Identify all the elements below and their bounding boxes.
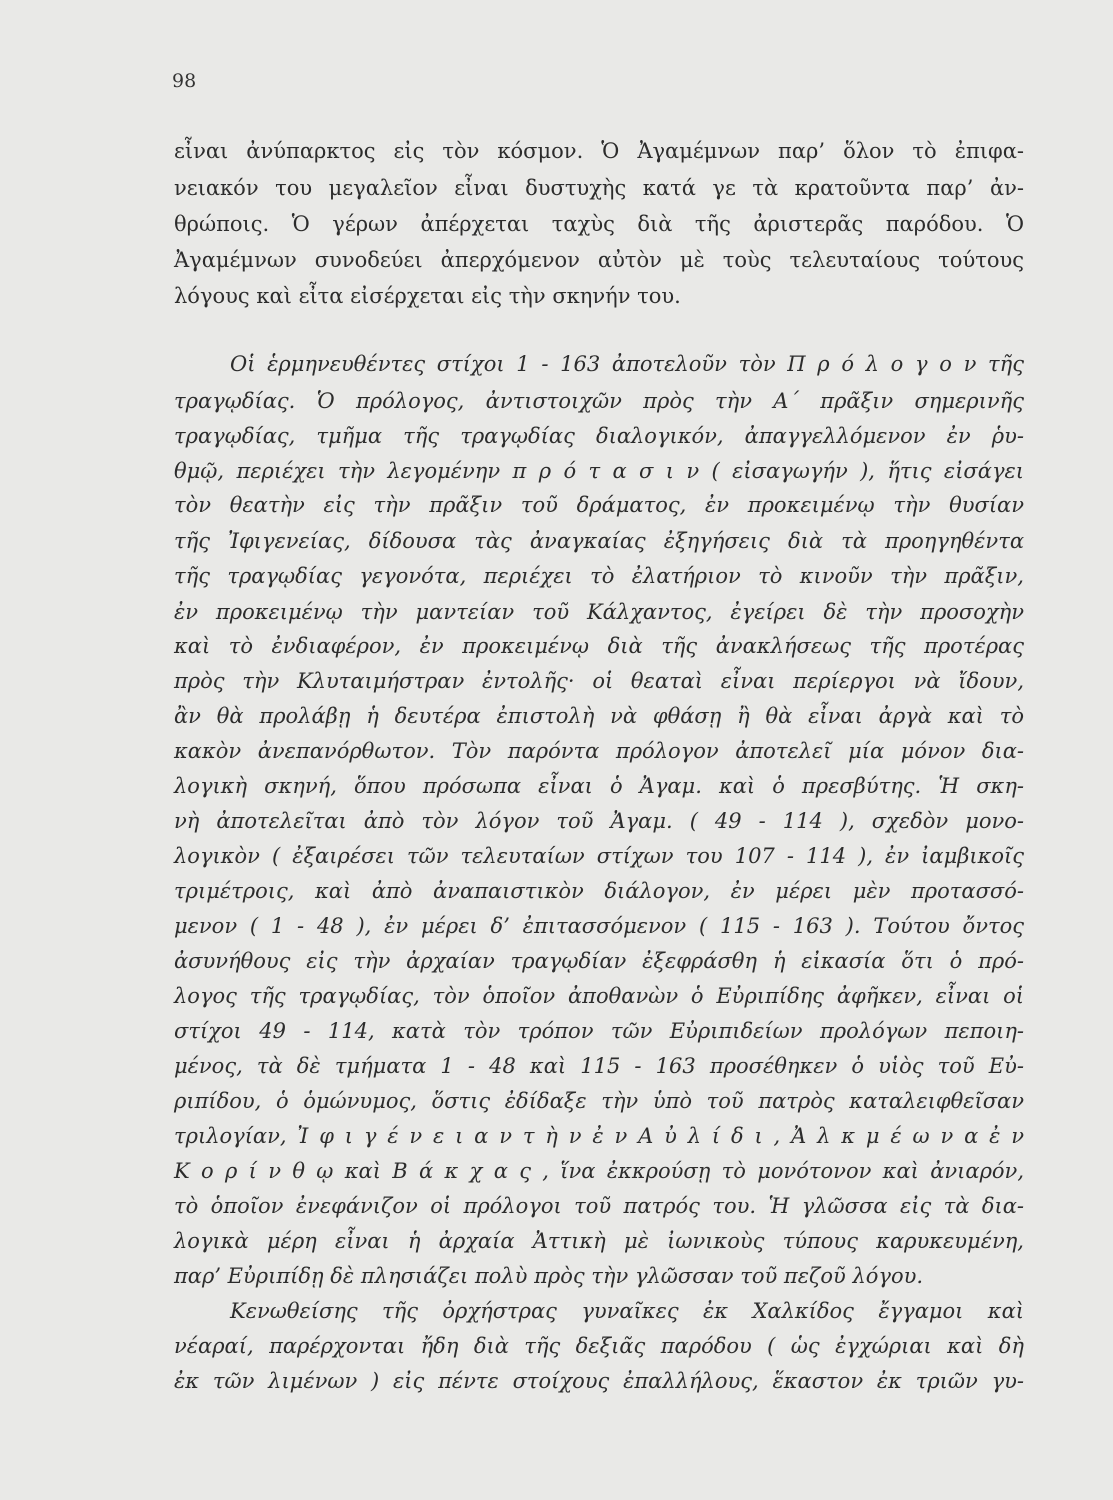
text-line: Ἀγαμέμνων συνοδεύει ἀπερχόμενον αὐτὸν μὲ τοὺς τελευταίους τούτους bbox=[174, 248, 1024, 272]
text-line: λογος τῆς τραγῳδίας, τὸν ὁποῖον ἀποθανὼν ὁ Εὐριπίδης ἀφῆκεν, εἶναι οἱ bbox=[174, 984, 1024, 1008]
text-line: νὴ ἀποτελεῖται ἀπὸ τὸν λόγον τοῦ Ἀγαμ. ( 49 - 114 ), σχεδὸν μονο- bbox=[174, 809, 1024, 833]
text-line: πρὸς τὴν Κλυταιμήστραν ἐντολῆς· οἱ θεαταὶ εἶναι περίεργοι νὰ ἴδουν, bbox=[174, 669, 1024, 693]
text-line: μένος, τὰ δὲ τμήματα 1 - 48 καὶ 115 - 163 προσέθηκεν ὁ υἱὸς τοῦ Εὐ- bbox=[174, 1054, 1024, 1078]
text-line: ἂν θὰ προλάβῃ ἡ δευτέρα ἐπιστολὴ νὰ φθάσῃ ἢ θὰ εἶναι ἀργὰ καὶ τὸ bbox=[174, 704, 1024, 728]
text-line: στίχοι 49 - 114, κατὰ τὸν τρόπον τῶν Εὐριπιδείων προλόγων πεποιη- bbox=[174, 1019, 1024, 1043]
text-line: ἐν προκειμένῳ τὴν μαντείαν τοῦ Κάλχαντος, ἐγείρει δὲ τὴν προσοχὴν bbox=[174, 600, 1024, 624]
text-line: λογικὸν ( ἐξαιρέσει τῶν τελευταίων στίχων του 107 - 114 ), ἐν ἰαμβικοῖς bbox=[174, 844, 1024, 868]
text-line: τὸ ὁποῖον ἐνεφάνιζον οἱ πρόλογοι τοῦ πατρός του. Ἡ γλῶσσα εἰς τὰ δια- bbox=[174, 1194, 1024, 1218]
text-line: τριλογίαν, Ἰ φ ι γ έ ν ε ι α ν τ ὴ ν ἐ ν Α ὐ λ ί δ ι , Ἀ λ κ μ έ ω ν α ἐ ν bbox=[174, 1124, 1024, 1148]
text-line: Κενωθείσης τῆς ὀρχήστρας γυναῖκες ἐκ Χαλκίδος ἔγγαμοι καὶ bbox=[230, 1299, 1024, 1323]
page-number: 98 bbox=[172, 70, 197, 92]
text-line: Κ ο ρ ί ν θ ῳ καὶ Β ά κ χ α ς , ἵνα ἐκκρούσῃ τὸ μονότονον καὶ ἀνιαρόν, bbox=[174, 1159, 1024, 1183]
text-line: λογικὰ μέρη εἶναι ἡ ἀρχαία Ἀττικὴ μὲ ἰωνικοὺς τύπους καρυκευμένη, bbox=[174, 1229, 1024, 1253]
text-line: καὶ τὸ ἐνδιαφέρον, ἐν προκειμένῳ διὰ τῆς ἀνακλήσεως τῆς προτέρας bbox=[174, 634, 1024, 658]
text-line: ἀσυνήθους εἰς τὴν ἀρχαίαν τραγῳδίαν ἐξεφράσθη ἡ εἰκασία ὅτι ὁ πρό- bbox=[174, 949, 1024, 973]
text-line: κακὸν ἀνεπανόρθωτον. Τὸν παρόντα πρόλογον ἀποτελεῖ μία μόνον δια- bbox=[174, 739, 1024, 763]
text-line: τραγῳδίας. Ὁ πρόλογος, ἀντιστοιχῶν πρὸς τὴν Α΄ πρᾶξιν σημερινῆς bbox=[174, 389, 1024, 413]
text-line: ριπίδου, ὁ ὁμώνυμος, ὅστις ἐδίδαξε τὴν ὑπὸ τοῦ πατρὸς καταλειφθεῖσαν bbox=[174, 1089, 1024, 1113]
text-line: θμῷ, περιέχει τὴν λεγομένην π ρ ό τ α σ ι ν ( εἰσαγωγήν ), ἥτις εἰσάγει bbox=[174, 459, 1024, 483]
text-line: τῆς τραγῳδίας γεγονότα, περιέχει τὸ ἐλατήριον τὸ κινοῦν τὴν πρᾶξιν, bbox=[174, 564, 1024, 588]
text-line: τραγῳδίας, τμῆμα τῆς τραγῳδίας διαλογικόν, ἀπαγγελλόμενον ἐν ῥυ- bbox=[174, 424, 1024, 448]
text-line: παρ’ Εὐριπίδῃ δὲ πλησιάζει πολὺ πρὸς τὴν γλῶσσαν τοῦ πεζοῦ λόγου. bbox=[174, 1264, 924, 1288]
text-line: ἐκ τῶν λιμένων ) εἰς πέντε στοίχους ἐπαλλήλους, ἕκαστον ἐκ τριῶν γυ- bbox=[174, 1369, 1024, 1393]
text-line: τῆς Ἰφιγενείας, δίδουσα τὰς ἀναγκαίας ἐξηγήσεις διὰ τὰ προηγηθέντα bbox=[174, 529, 1024, 553]
text-line: νειακόν του μεγαλεῖον εἶναι δυστυχὴς κατά γε τὰ κρατοῦντα παρ’ ἀν- bbox=[174, 176, 1024, 200]
text-line: μενον ( 1 - 48 ), ἐν μέρει δ’ ἐπιτασσόμενον ( 115 - 163 ). Τούτου ὄντος bbox=[174, 914, 1024, 938]
text-line: εἶναι ἀνύπαρκτος εἰς τὸν κόσμον. Ὁ Ἀγαμέμνων παρ’ ὅλον τὸ ἐπιφα- bbox=[174, 139, 1024, 163]
text-line: λογικὴ σκηνή, ὅπου πρόσωπα εἶναι ὁ Ἀγαμ. καὶ ὁ πρεσβύτης. Ἡ σκη- bbox=[174, 774, 1024, 798]
text-line: τὸν θεατὴν εἰς τὴν πρᾶξιν τοῦ δράματος, ἐν προκειμένῳ τὴν θυσίαν bbox=[174, 493, 1024, 517]
text-line: θρώποις. Ὁ γέρων ἀπέρχεται ταχὺς διὰ τῆς ἀριστερᾶς παρόδου. Ὁ bbox=[174, 212, 1024, 236]
text-line: νέαραί, παρέρχονται ἤδη διὰ τῆς δεξιᾶς παρόδου ( ὡς ἐγχώριαι καὶ δὴ bbox=[174, 1334, 1024, 1358]
text-line: τριμέτροις, καὶ ἀπὸ ἀναπαιστικὸν διάλογον, ἐν μέρει μὲν προτασσό- bbox=[174, 879, 1024, 903]
text-line: λόγους καὶ εἶτα εἰσέρχεται εἰς τὴν σκηνήν του. bbox=[174, 284, 681, 308]
text-line: Οἱ ἑρμηνευθέντες στίχοι 1 - 163 ἀποτελοῦν τὸν Π ρ ό λ ο γ ο ν τῆς bbox=[230, 352, 1024, 376]
